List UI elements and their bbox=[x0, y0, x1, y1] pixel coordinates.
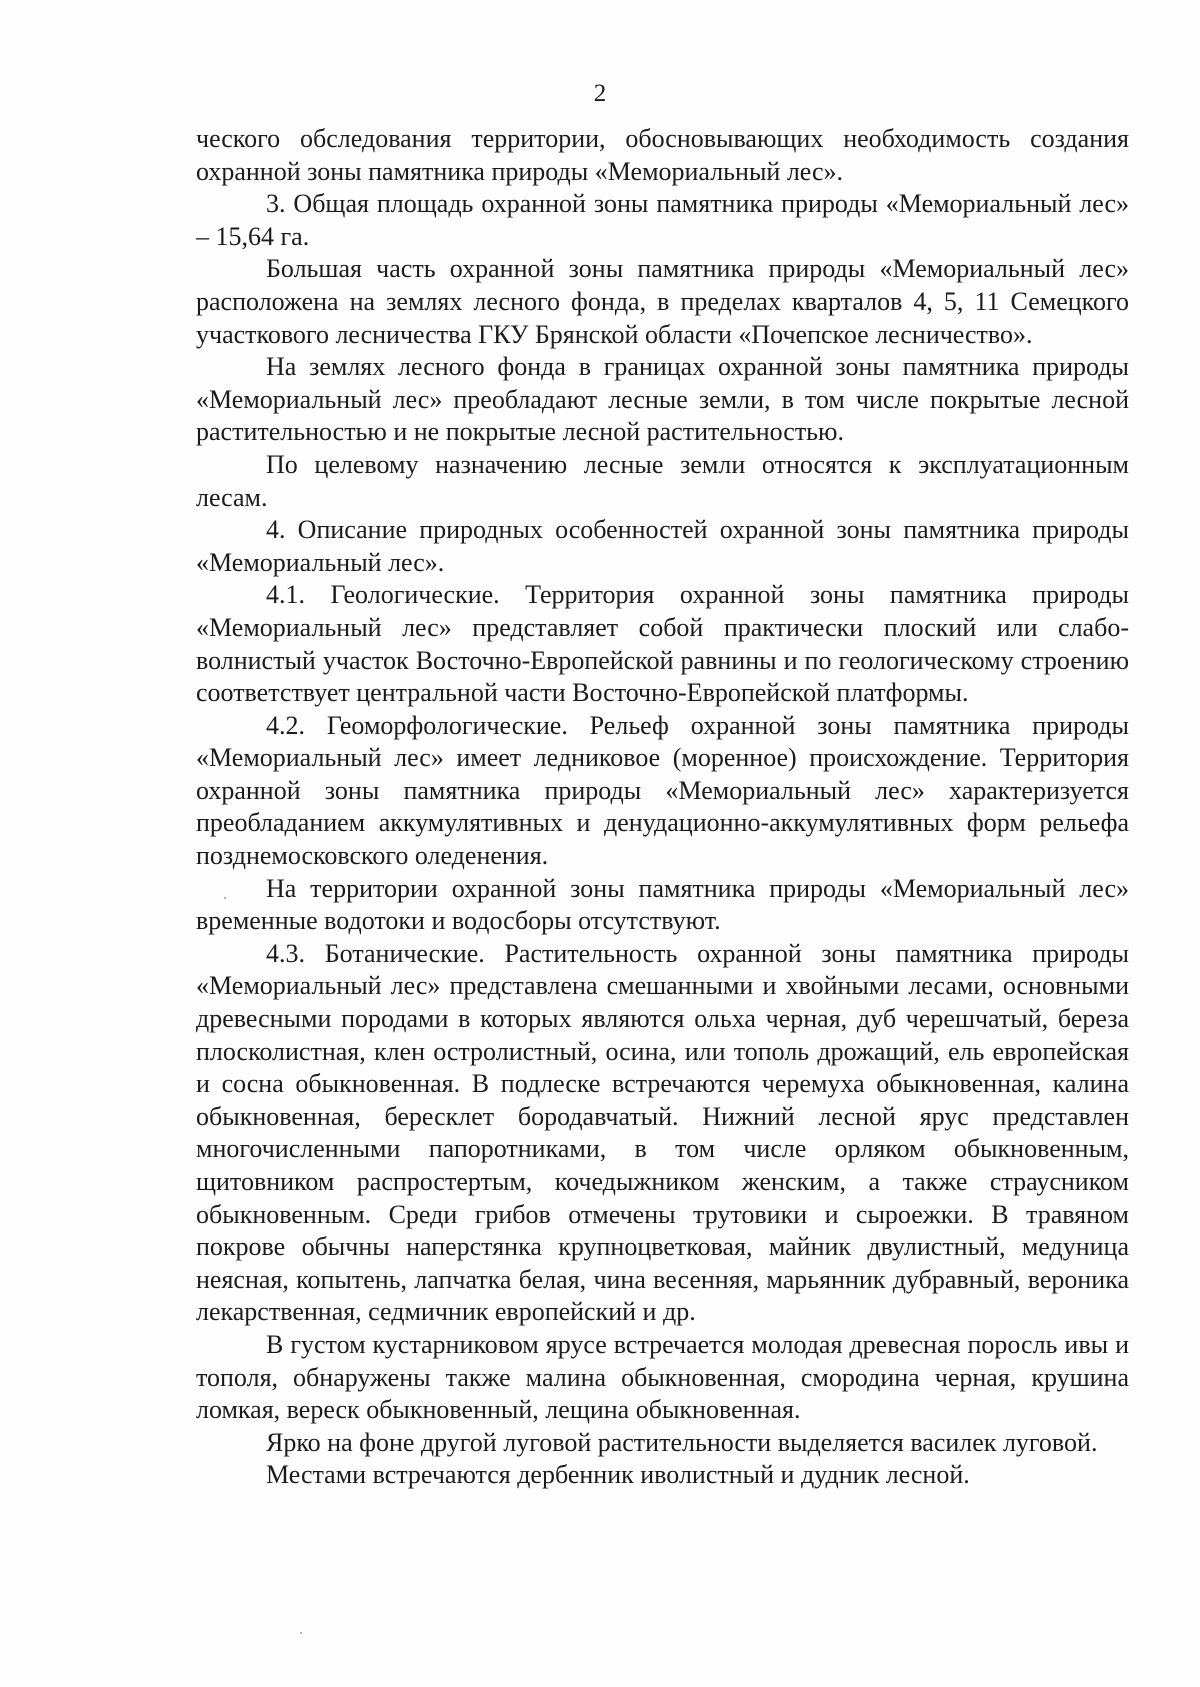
paragraph-purpose: По целевому назначению лесные земли относятся к эксплуатационным лесам. bbox=[196, 449, 1129, 512]
paragraph-total-area: 3. Общая площадь охранной зоны памятника природы «Мемориальный лес» – 15,64 га. bbox=[196, 189, 1129, 251]
paragraph-watercourses: На территории охранной зоны памятника природы «Мемориальный лес» временные водотоки и водосборы отсутствуют. bbox=[196, 873, 1129, 936]
scan-speck bbox=[224, 897, 226, 899]
paragraph-continuation: ческого обследования территории, обосновывающих необходимость создания охранной зоны памятника природы «Мемориальный лес». bbox=[196, 124, 1129, 186]
paragraph-loosestrife: Местами встречаются дербенник иволистный и дудник лесной. bbox=[266, 1460, 970, 1490]
paragraph-geomorphology: 4.2. Геоморфологические. Рельеф охранной зоны памятника природы «Мемориальный лес» имеет ледниковое (моренное) происхождение. Территория охранной зоны памятника природы «Мемориальный лес» характеризуется преобладанием аккумулятивных и денудационно-аккумулятивных форм рельефа позднемосковского оледенения. bbox=[196, 710, 1129, 871]
paragraph-geology: 4.1. Геологические. Территория охранной зоны памятника природы «Мемориальный лес» представляет собой практически плоский или слабоволнистый участок Восточно-Европейской равнины и по геологическому строению соответствует центральной части Восточно-Европейской платформы. bbox=[196, 580, 1129, 708]
paragraph-natural-features-heading: 4. Описание природных особенностей охранной зоны памятника природы «Мемориальный лес». bbox=[196, 515, 1129, 577]
scan-speck bbox=[300, 1632, 302, 1634]
paragraph-forest-fund-location: Большая часть охранной зоны памятника природы «Мемориальный лес» расположена на землях лесного фонда, в пределах кварталов 4, 5, 11 Семецкого участкового лесничества ГКУ Брянской области «Почепское лесничество». bbox=[196, 254, 1129, 349]
paragraph-forest-lands: На землях лесного фонда в границах охранной зоны памятника природы «Мемориальный лес» преобладают лесные земли, в том числе покрытые лесной растительностью и не покрытые лесной растительностью. bbox=[196, 352, 1129, 447]
page-number: 2 bbox=[593, 80, 607, 107]
paragraph-botany: 4.3. Ботанические. Растительность охранной зоны памятника природы «Мемориальный лес» представлена смешанными и хвойными лесами, основными древесными породами в которых являются ольха черная, дуб черешчатый, береза плосколистная, клен остролистный, осина, или тополь дрожащий, ель европейская и сосна обыкновенная. В подлеске встречаются черемуха обыкновенная, калина обыкновенная, бересклет бородавчатый. Нижний лесной ярус представлен многочисленными папоротниками, в том числе орляком обыкновенным, щитовником распростертым, кочедыжником женским, а также страусником обыкновенным. Среди грибов отмечены трутовики и сыроежки. В травяном покрове обычны наперстянка крупноцветковая, майник двулистный, медуница неясная, копытень, лапчатка белая, чина весенняя, марьянник дубравный, вероника лекарственная, седмичник европейский и др. bbox=[196, 938, 1129, 1327]
paragraph-cornflower: Ярко на фоне другой луговой растительности выделяется василек луговой. bbox=[266, 1427, 1098, 1457]
document-body bbox=[196, 123, 1129, 1492]
paragraph-shrub-layer: В густом кустарниковом ярусе встречается молодая древесная поросль ивы и тополя, обнаружены также малина обыкновенная, смородина черная, крушина ломкая, вереск обыкновенный, лещина обыкновенная. bbox=[196, 1329, 1129, 1425]
